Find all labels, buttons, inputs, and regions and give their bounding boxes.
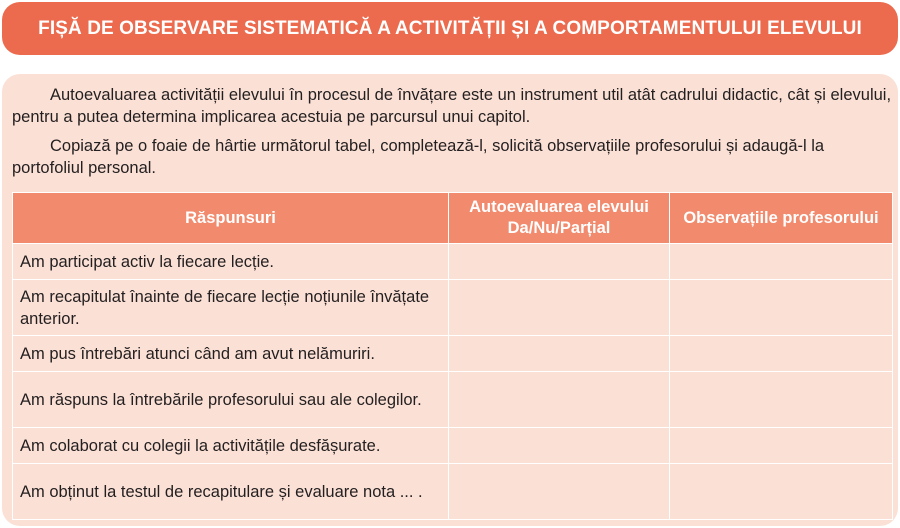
header-teacher-observations: Observațiile profesorului xyxy=(670,193,893,244)
teacher-observation-cell xyxy=(670,336,893,372)
table-row xyxy=(13,428,893,464)
table-row xyxy=(13,372,893,428)
response-cell: Am colaborat cu colegii la activitățile desfășurate. xyxy=(13,428,449,464)
table-row xyxy=(13,280,893,336)
intro-paragraph-2: Copiază pe o foaie de hârtie următorul tabel, completează-l, solicită observațiile profesorului și adaugă-l la portofoliul personal. xyxy=(12,137,825,177)
self-evaluation-cell xyxy=(449,336,670,372)
self-evaluation-cell xyxy=(449,372,670,428)
worksheet-title: FIȘĂ DE OBSERVARE SISTEMATICĂ A ACTIVITĂȚII ȘI A COMPORTAMENTULUI ELEVULUI xyxy=(2,2,898,55)
response-cell: Am pus întrebări atunci când am avut nelămuriri. xyxy=(13,336,449,372)
teacher-observation-cell xyxy=(670,464,893,520)
observation-table xyxy=(12,192,893,520)
response-cell: Am obținut la testul de recapitulare și evaluare nota ... . xyxy=(13,464,449,520)
self-evaluation-cell xyxy=(449,428,670,464)
teacher-observation-cell xyxy=(670,372,893,428)
response-cell: Am răspuns la întrebările profesorului sau ale colegilor. xyxy=(13,372,449,428)
teacher-observation-cell xyxy=(670,280,893,336)
response-cell: Am participat activ la fiecare lecție. xyxy=(13,244,449,280)
header-responses: Răspunsuri xyxy=(13,193,449,244)
self-evaluation-cell xyxy=(449,464,670,520)
intro-paragraph-1: Autoevaluarea activității elevului în procesul de învățare este un instrument util atât cadrului didactic, cât și elevului, pentru a putea determina implicarea acestuia pe parcursul unui capitol. xyxy=(12,86,892,126)
header-self-evaluation: Autoevaluarea elevului Da/Nu/Parțial xyxy=(449,193,670,244)
table-row xyxy=(13,464,893,520)
teacher-observation-cell xyxy=(670,428,893,464)
self-evaluation-cell xyxy=(449,280,670,336)
response-cell: Am recapitulat înainte de fiecare lecție noțiunile învățate anterior. xyxy=(13,280,449,336)
table-row xyxy=(13,336,893,372)
self-evaluation-cell xyxy=(449,244,670,280)
content-panel xyxy=(2,74,898,526)
table-row xyxy=(13,244,893,280)
teacher-observation-cell xyxy=(670,244,893,280)
table-header-row xyxy=(13,193,893,244)
